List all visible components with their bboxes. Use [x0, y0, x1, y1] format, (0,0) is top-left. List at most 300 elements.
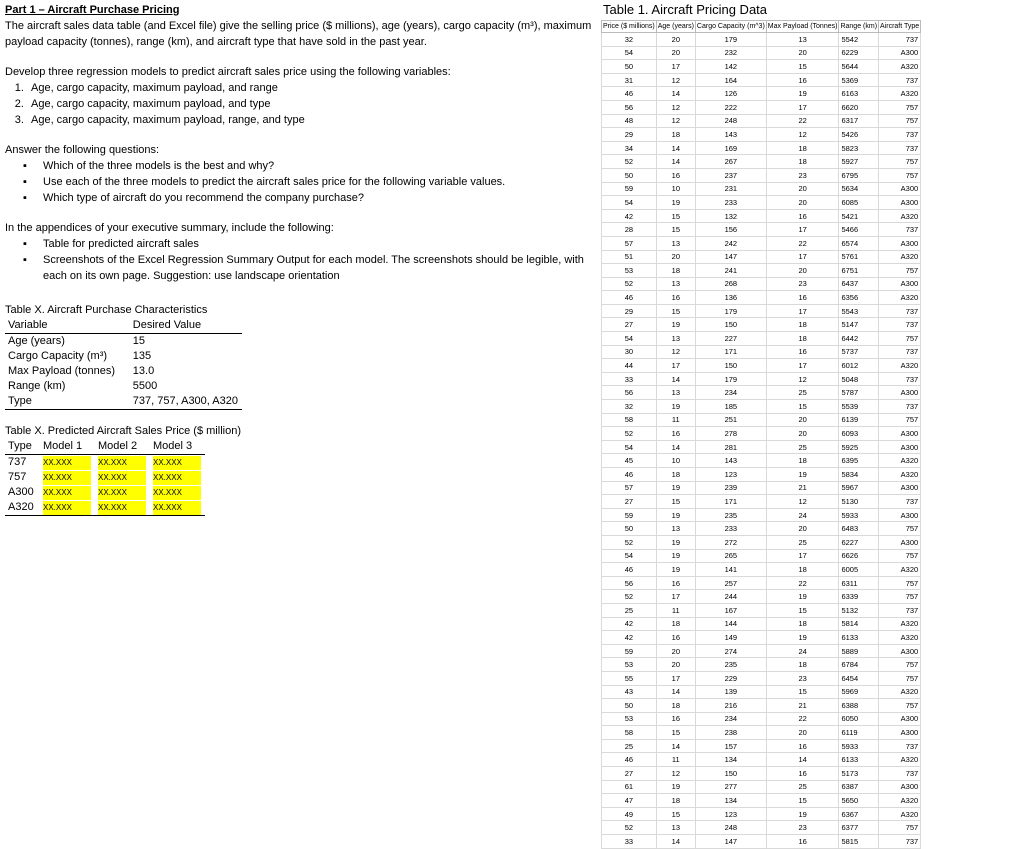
payload-cell: 22	[766, 236, 839, 250]
type-cell: A300	[879, 236, 921, 250]
appendix-list	[5, 236, 595, 284]
payload-cell: 23	[766, 168, 839, 182]
age-cell: 15	[656, 223, 695, 237]
age-cell: 17	[656, 671, 695, 685]
cargo-cell: 278	[695, 427, 766, 441]
payload-cell: 24	[766, 644, 839, 658]
cargo-cell: 126	[695, 87, 766, 101]
table-row	[602, 345, 921, 359]
intro-paragraph: The aircraft sales data table (and Excel file) give the selling price ($ millions), age (years), cargo capacity (m³), maximum payload capacity (tonnes), range (km), and aircraft type that have sold in the past year.	[5, 20, 592, 48]
type-cell: A320	[879, 794, 921, 808]
table-row	[5, 364, 242, 379]
cargo-cell: 277	[695, 780, 766, 794]
payload-cell: 20	[766, 196, 839, 210]
age-cell: 14	[656, 87, 695, 101]
range-cell: 6620	[839, 100, 879, 114]
table-row	[602, 33, 921, 47]
range-cell: 5969	[839, 685, 879, 699]
payload-cell: 15	[766, 603, 839, 617]
type-cell: A300	[8, 486, 34, 498]
type-cell: A300	[879, 780, 921, 794]
range-cell: 5834	[839, 468, 879, 482]
prediction-cell	[95, 455, 150, 471]
col-header: Cargo Capacity (m^3)	[695, 21, 766, 33]
placeholder-value: XX.XXX	[153, 471, 201, 485]
cargo-cell: 237	[695, 168, 766, 182]
payload-cell: 13	[766, 33, 839, 47]
age-cell: 16	[656, 291, 695, 305]
price-cell: 34	[602, 141, 657, 155]
value-cell: 5500	[132, 380, 158, 392]
table-row	[602, 264, 921, 278]
price-cell: 50	[602, 699, 657, 713]
payload-cell: 17	[766, 304, 839, 318]
range-cell: 5933	[839, 739, 879, 753]
range-cell: 6229	[839, 46, 879, 60]
payload-cell: 25	[766, 386, 839, 400]
variable-cell: Range (km)	[8, 380, 66, 392]
price-cell: 33	[602, 372, 657, 386]
table-row	[602, 400, 921, 414]
cargo-cell: 169	[695, 141, 766, 155]
price-cell: 59	[602, 508, 657, 522]
price-cell: 50	[602, 168, 657, 182]
range-cell: 5925	[839, 440, 879, 454]
cargo-cell: 234	[695, 712, 766, 726]
type-cell: A320	[879, 563, 921, 577]
type-cell: A300	[879, 277, 921, 291]
table-row	[602, 495, 921, 509]
cargo-cell: 147	[695, 835, 766, 849]
payload-cell: 20	[766, 427, 839, 441]
type-cell: A320	[879, 359, 921, 373]
age-cell: 20	[656, 33, 695, 47]
price-cell: 56	[602, 386, 657, 400]
type-cell: 757	[879, 100, 921, 114]
question-item: ▪ Use each of the three models to predict the aircraft sales price for the following variable values.	[43, 174, 595, 190]
age-cell: 15	[656, 726, 695, 740]
type-cell: 737	[879, 739, 921, 753]
type-cell: 757	[879, 413, 921, 427]
range-cell: 5542	[839, 33, 879, 47]
price-cell: 53	[602, 658, 657, 672]
age-cell: 11	[656, 603, 695, 617]
payload-cell: 25	[766, 440, 839, 454]
cargo-cell: 233	[695, 522, 766, 536]
col-header: Range (km)	[839, 21, 879, 33]
type-cell: A300	[879, 712, 921, 726]
type-cell: 757	[879, 332, 921, 346]
table-row	[602, 631, 921, 645]
pred-table-caption: Table X. Predicted Aircraft Sales Price ($ million)	[5, 425, 241, 437]
price-cell: 42	[602, 617, 657, 631]
prediction-cell	[150, 485, 205, 500]
age-cell: 14	[656, 155, 695, 169]
col-header: Model 1	[40, 439, 95, 455]
cargo-cell: 167	[695, 603, 766, 617]
type-cell: 737	[879, 835, 921, 849]
range-cell: 6367	[839, 807, 879, 821]
type-cell: A320	[879, 60, 921, 74]
age-cell: 19	[656, 196, 695, 210]
price-cell: 57	[602, 236, 657, 250]
range-cell: 6050	[839, 712, 879, 726]
table-row	[602, 155, 921, 169]
age-cell: 16	[656, 427, 695, 441]
table-row	[602, 726, 921, 740]
cargo-cell: 171	[695, 345, 766, 359]
type-cell: 737	[879, 73, 921, 87]
cargo-cell: 150	[695, 767, 766, 781]
payload-cell: 16	[766, 209, 839, 223]
payload-cell: 12	[766, 495, 839, 509]
col-header: Age (years)	[656, 21, 695, 33]
age-cell: 13	[656, 821, 695, 835]
age-cell: 19	[656, 481, 695, 495]
age-cell: 11	[656, 753, 695, 767]
price-cell: 27	[602, 767, 657, 781]
type-cell: A300	[879, 644, 921, 658]
variable-cell: Cargo Capacity (m³)	[8, 350, 108, 362]
age-cell: 10	[656, 182, 695, 196]
range-cell: 5369	[839, 73, 879, 87]
cargo-cell: 238	[695, 726, 766, 740]
range-cell: 5543	[839, 304, 879, 318]
type-cell: 757	[879, 590, 921, 604]
price-cell: 50	[602, 522, 657, 536]
cargo-cell: 147	[695, 250, 766, 264]
aircraft-pricing-table	[601, 20, 921, 849]
price-cell: 48	[602, 114, 657, 128]
cargo-cell: 232	[695, 46, 766, 60]
payload-cell: 18	[766, 141, 839, 155]
range-cell: 5130	[839, 495, 879, 509]
payload-cell: 18	[766, 617, 839, 631]
price-cell: 27	[602, 318, 657, 332]
type-cell: A320	[879, 87, 921, 101]
type-cell: 737	[879, 304, 921, 318]
table-row	[602, 440, 921, 454]
price-cell: 32	[602, 400, 657, 414]
cargo-cell: 233	[695, 196, 766, 210]
table-row	[602, 753, 921, 767]
table-row	[602, 250, 921, 264]
table-row	[602, 821, 921, 835]
payload-cell: 16	[766, 835, 839, 849]
type-cell: 757	[879, 671, 921, 685]
data-table-panel	[601, 3, 1021, 849]
range-cell: 5967	[839, 481, 879, 495]
questions-list	[5, 158, 595, 206]
payload-cell: 25	[766, 780, 839, 794]
payload-cell: 22	[766, 576, 839, 590]
col-header: Aircraft Type	[879, 21, 921, 33]
cargo-cell: 244	[695, 590, 766, 604]
cargo-cell: 222	[695, 100, 766, 114]
col-header: Model 2	[95, 439, 150, 455]
prediction-cell	[150, 470, 205, 485]
table-row	[602, 549, 921, 563]
cargo-cell: 134	[695, 794, 766, 808]
payload-cell: 18	[766, 454, 839, 468]
payload-cell: 21	[766, 699, 839, 713]
table-row	[602, 359, 921, 373]
type-cell: A320	[879, 291, 921, 305]
age-cell: 20	[656, 250, 695, 264]
price-cell: 28	[602, 223, 657, 237]
age-cell: 20	[656, 644, 695, 658]
table-row	[5, 455, 205, 471]
payload-cell: 19	[766, 468, 839, 482]
type-cell: 757	[879, 264, 921, 278]
payload-cell: 16	[766, 345, 839, 359]
price-cell: 50	[602, 60, 657, 74]
payload-cell: 16	[766, 73, 839, 87]
payload-cell: 19	[766, 87, 839, 101]
table-row	[602, 209, 921, 223]
payload-cell: 21	[766, 481, 839, 495]
payload-cell: 25	[766, 535, 839, 549]
age-cell: 18	[656, 794, 695, 808]
table-row	[602, 767, 921, 781]
payload-cell: 20	[766, 264, 839, 278]
price-cell: 25	[602, 739, 657, 753]
range-cell: 6085	[839, 196, 879, 210]
table-row	[602, 617, 921, 631]
price-cell: 57	[602, 481, 657, 495]
payload-cell: 20	[766, 726, 839, 740]
instructions-panel	[5, 0, 595, 516]
table-row	[602, 196, 921, 210]
placeholder-value: XX.XXX	[153, 486, 201, 500]
age-cell: 14	[656, 440, 695, 454]
price-cell: 42	[602, 631, 657, 645]
price-cell: 32	[602, 33, 657, 47]
cargo-cell: 164	[695, 73, 766, 87]
type-cell: 757	[879, 821, 921, 835]
type-cell: A320	[879, 250, 921, 264]
range-cell: 6317	[839, 114, 879, 128]
price-cell: 33	[602, 835, 657, 849]
price-cell: 58	[602, 413, 657, 427]
price-cell: 31	[602, 73, 657, 87]
range-cell: 5644	[839, 60, 879, 74]
table-row	[602, 835, 921, 849]
age-cell: 12	[656, 73, 695, 87]
age-cell: 18	[656, 128, 695, 142]
age-cell: 19	[656, 549, 695, 563]
price-cell: 53	[602, 264, 657, 278]
type-cell: A300	[879, 386, 921, 400]
age-cell: 14	[656, 739, 695, 753]
payload-cell: 20	[766, 413, 839, 427]
placeholder-value: XX.XXX	[43, 486, 91, 500]
placeholder-value: XX.XXX	[98, 486, 146, 500]
table-row	[602, 535, 921, 549]
table-row	[5, 500, 205, 516]
range-cell: 6387	[839, 780, 879, 794]
type-cell: A300	[879, 508, 921, 522]
table-row	[602, 780, 921, 794]
cargo-cell: 143	[695, 128, 766, 142]
payload-cell: 12	[766, 372, 839, 386]
cargo-cell: 231	[695, 182, 766, 196]
type-cell: 737	[879, 141, 921, 155]
price-cell: 30	[602, 345, 657, 359]
age-cell: 19	[656, 318, 695, 332]
cargo-cell: 235	[695, 508, 766, 522]
question-item: ▪ Which type of aircraft do you recommend the company purchase?	[43, 190, 595, 206]
cargo-cell: 142	[695, 60, 766, 74]
age-cell: 19	[656, 400, 695, 414]
age-cell: 12	[656, 345, 695, 359]
payload-cell: 18	[766, 563, 839, 577]
col-header: Max Payload (Tonnes)	[766, 21, 839, 33]
type-cell: 757	[879, 155, 921, 169]
age-cell: 18	[656, 699, 695, 713]
table-row	[602, 100, 921, 114]
table-row	[602, 685, 921, 699]
payload-cell: 15	[766, 400, 839, 414]
cargo-cell: 216	[695, 699, 766, 713]
age-cell: 17	[656, 590, 695, 604]
cargo-cell: 248	[695, 821, 766, 835]
cargo-cell: 265	[695, 549, 766, 563]
table-row	[602, 794, 921, 808]
range-cell: 5933	[839, 508, 879, 522]
table-row	[602, 372, 921, 386]
placeholder-value: XX.XXX	[43, 456, 91, 470]
cargo-cell: 123	[695, 468, 766, 482]
cargo-cell: 149	[695, 631, 766, 645]
value-cell: 737, 757, A300, A320	[130, 394, 242, 410]
range-cell: 5421	[839, 209, 879, 223]
payload-cell: 17	[766, 549, 839, 563]
placeholder-value: XX.XXX	[43, 501, 91, 515]
table-row	[602, 304, 921, 318]
range-cell: 5426	[839, 128, 879, 142]
type-cell: 737	[879, 223, 921, 237]
range-cell: 6133	[839, 631, 879, 645]
table-row	[602, 454, 921, 468]
age-cell: 16	[656, 631, 695, 645]
cargo-cell: 229	[695, 671, 766, 685]
range-cell: 6311	[839, 576, 879, 590]
cargo-cell: 141	[695, 563, 766, 577]
range-cell: 5539	[839, 400, 879, 414]
table-row	[5, 394, 242, 410]
payload-cell: 17	[766, 250, 839, 264]
cargo-cell: 150	[695, 318, 766, 332]
age-cell: 18	[656, 617, 695, 631]
col-header: Variable	[5, 318, 130, 334]
cargo-cell: 150	[695, 359, 766, 373]
type-cell: 757	[879, 658, 921, 672]
question-item: ▪ Which of the three models is the best and why?	[43, 158, 595, 174]
price-cell: 46	[602, 468, 657, 482]
value-cell: 13.0	[132, 365, 155, 377]
price-cell: 46	[602, 291, 657, 305]
table-row	[602, 114, 921, 128]
col-header: Desired Value	[130, 318, 242, 334]
range-cell: 5650	[839, 794, 879, 808]
cargo-cell: 179	[695, 372, 766, 386]
table-row	[602, 168, 921, 182]
prediction-cell	[40, 485, 95, 500]
table-row	[602, 386, 921, 400]
table-row	[602, 128, 921, 142]
table-row	[602, 807, 921, 821]
table-row	[602, 739, 921, 753]
cargo-cell: 156	[695, 223, 766, 237]
payload-cell: 18	[766, 155, 839, 169]
type-cell: A300	[879, 535, 921, 549]
answer-paragraph: Answer the following questions:	[5, 144, 160, 156]
cargo-cell: 157	[695, 739, 766, 753]
cargo-cell: 274	[695, 644, 766, 658]
col-header: Type	[5, 439, 40, 455]
payload-cell: 18	[766, 332, 839, 346]
cargo-cell: 139	[695, 685, 766, 699]
appendix-item: ▪ Screenshots of the Excel Regression Summary Output for each model. The screenshots should be legible, with each on its own page. Suggestion: use landscape orientation	[43, 252, 595, 284]
payload-cell: 16	[766, 767, 839, 781]
cargo-cell: 134	[695, 753, 766, 767]
placeholder-value: XX.XXX	[153, 456, 201, 470]
age-cell: 13	[656, 386, 695, 400]
variable-cell: Max Payload (tonnes)	[8, 365, 115, 377]
range-cell: 6139	[839, 413, 879, 427]
cargo-cell: 179	[695, 33, 766, 47]
range-cell: 6784	[839, 658, 879, 672]
table-row	[602, 563, 921, 577]
range-cell: 6483	[839, 522, 879, 536]
range-cell: 5147	[839, 318, 879, 332]
cargo-cell: 144	[695, 617, 766, 631]
range-cell: 6442	[839, 332, 879, 346]
price-cell: 43	[602, 685, 657, 699]
placeholder-value: XX.XXX	[98, 456, 146, 470]
cargo-cell: 179	[695, 304, 766, 318]
age-cell: 16	[656, 576, 695, 590]
price-cell: 46	[602, 563, 657, 577]
price-cell: 25	[602, 603, 657, 617]
type-cell: 757	[879, 576, 921, 590]
models-list	[5, 80, 595, 128]
payload-cell: 12	[766, 128, 839, 142]
age-cell: 12	[656, 767, 695, 781]
table-row	[602, 182, 921, 196]
range-cell: 6626	[839, 549, 879, 563]
cargo-cell: 241	[695, 264, 766, 278]
type-cell: A320	[879, 468, 921, 482]
price-cell: 29	[602, 304, 657, 318]
range-cell: 6227	[839, 535, 879, 549]
type-cell: 737	[879, 400, 921, 414]
col-header: Price ($ millions)	[602, 21, 657, 33]
range-cell: 6356	[839, 291, 879, 305]
price-cell: 42	[602, 209, 657, 223]
price-cell: 56	[602, 100, 657, 114]
age-cell: 18	[656, 468, 695, 482]
age-cell: 14	[656, 141, 695, 155]
table-row	[5, 485, 205, 500]
age-cell: 17	[656, 359, 695, 373]
price-cell: 52	[602, 155, 657, 169]
cargo-cell: 267	[695, 155, 766, 169]
cargo-cell: 123	[695, 807, 766, 821]
price-cell: 51	[602, 250, 657, 264]
table-row	[602, 413, 921, 427]
